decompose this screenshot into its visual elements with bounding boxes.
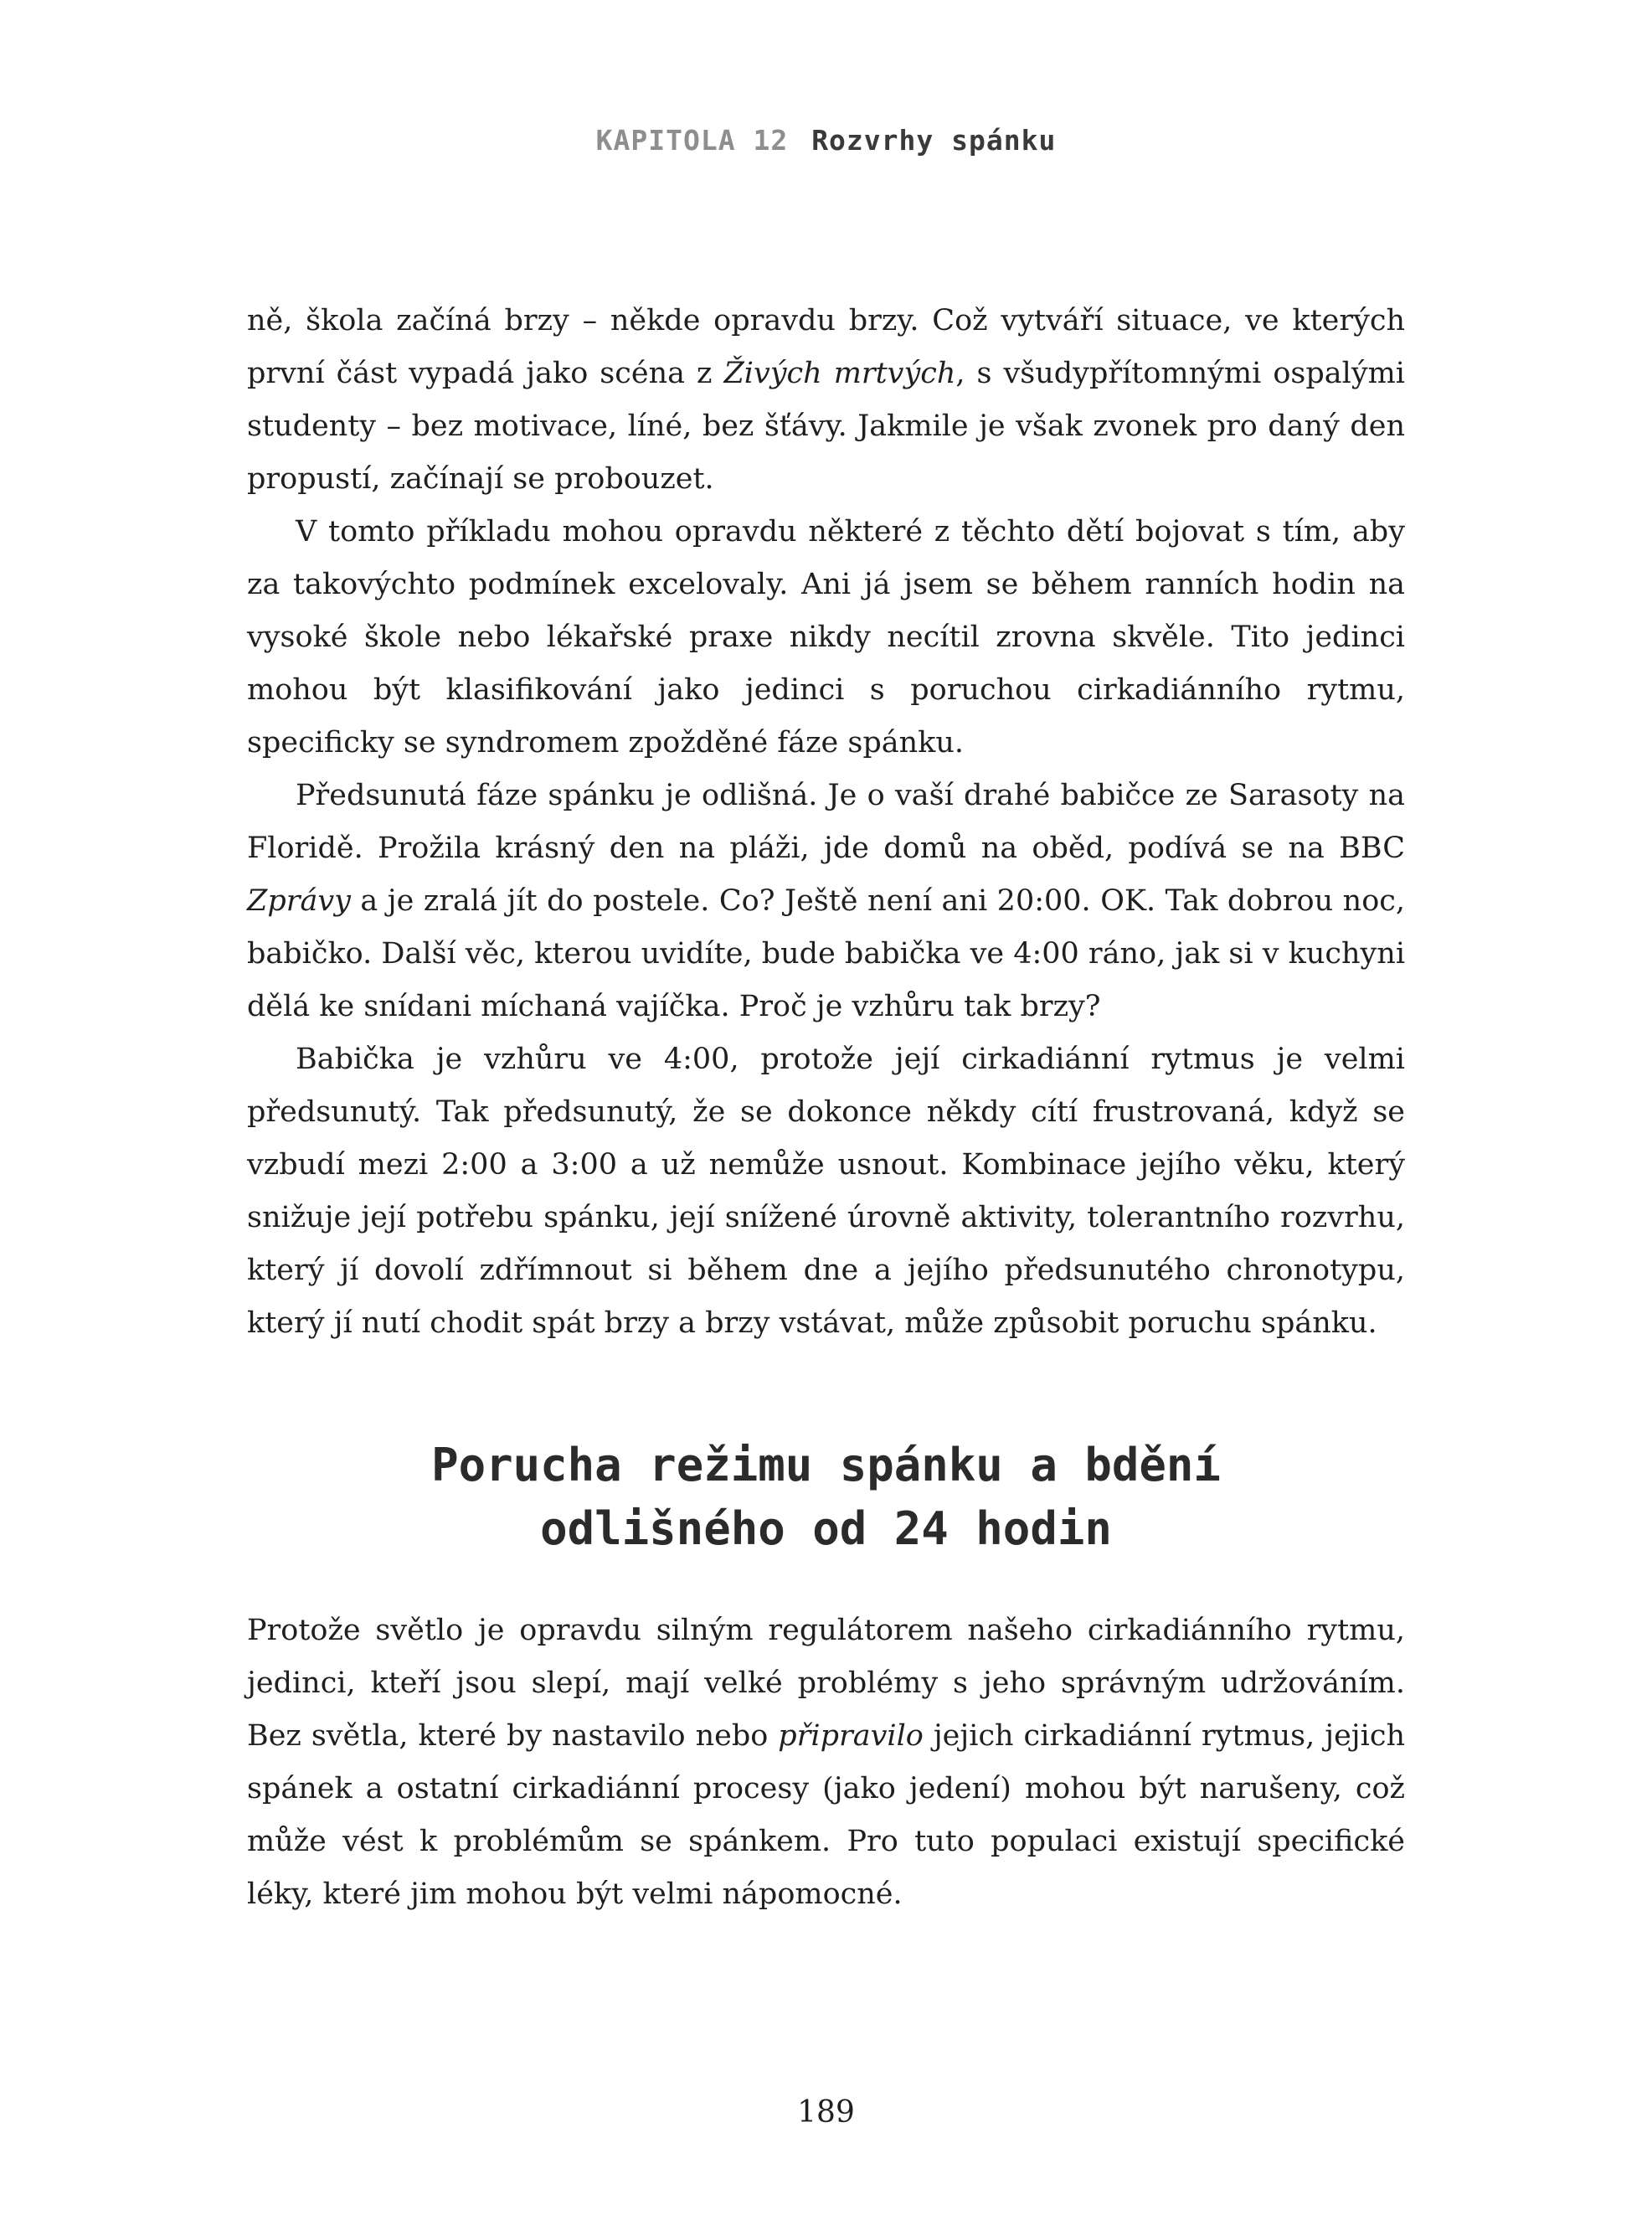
section-heading-line: odlišného od 24 hodin — [540, 1502, 1112, 1555]
paragraph — [247, 770, 1405, 1033]
italic-text-run: připravilo — [778, 1719, 924, 1753]
text-run: ně, škola začíná brzy – někde opravdu brzy. Což vytváří situace, ve kterých první část vypadá jako scéna z — [247, 304, 1405, 390]
paragraph — [247, 1604, 1405, 1921]
body-text — [247, 295, 1405, 1921]
paragraph — [247, 506, 1405, 770]
section-heading — [247, 1434, 1405, 1561]
text-run: Předsunutá fáze spánku je odlišná. Je o vaší drahé babičce ze Sarasoty na Floridě. Prožila krásný den na pláži, jde domů na oběd, podívá se na BBC — [247, 779, 1405, 865]
chapter-title: Rozvrhy spánku — [811, 124, 1057, 157]
chapter-label: KAPITOLA 12 — [595, 124, 789, 157]
paragraph — [247, 1033, 1405, 1350]
text-run: a je zralá jít do postele. Co? Ještě není ani 20:00. OK. Tak dobrou noc, babičko. Další věc, kterou uvidíte, bude babička ve 4:00 ráno, jak si v kuchyni dělá ke snídani míchaná vajíčka. Proč je vzhůru tak brzy? — [247, 884, 1406, 1023]
text-run: , s všudypřítomnými ospalými studenty – bez motivace, líné, bez šťávy. Jakmile je však zvonek pro daný den propustí, začínají se probouzet. — [247, 357, 1405, 496]
page-number: 189 — [797, 2095, 855, 2130]
text-run: Protože světlo je opravdu silným regulátorem našeho cirkadiánního rytmu, jedinci, kteří jsou slepí, mají velké problémy s jeho správným udržováním. Bez světla, které by nastavilo nebo — [247, 1614, 1405, 1753]
italic-text-run: Zprávy — [247, 884, 351, 918]
paragraph — [247, 295, 1405, 506]
text-run: V tomto příkladu mohou opravdu některé z těchto dětí bojovat s tím, aby za takovýchto podmínek excelovaly. Ani já jsem se během ranních hodin na vysoké škole nebo lékařské praxe nikdy necítil zrovna skvěle. Tito jedinci mohou být klasifikování jako jedinci s poruchou cirkadiánního rytmu, specificky se syndromem zpožděné fáze spánku. — [247, 515, 1405, 760]
text-run: Babička je vzhůru ve 4:00, protože její cirkadiánní rytmus je velmi předsunutý. Tak předsunutý, že se dokonce někdy cítí frustrovaná, když se vzbudí mezi 2:00 a 3:00 a už nemůže usnout. Kombinace jejího věku, který snižuje její potřebu spánku, její snížené úrovně aktivity, tolerantního rozvrhu, který jí dovolí zdřímnout si během dne a jejího předsunutého chronotypu, který jí nutí chodit spát brzy a brzy vstávat, může způsobit poruchu spánku. — [247, 1043, 1405, 1340]
text-run: jejich cirkadiánní rytmus, jejich spánek a ostatní cirkadiánní procesy (jako jedení) mohou být narušeny, což může vést k problémům se spánkem. Pro tuto populaci existují specifické léky, které jim mohou být velmi nápomocné. — [247, 1719, 1405, 1911]
running-header — [0, 124, 1652, 157]
italic-text-run: Živých mrtvých — [723, 357, 956, 390]
section-heading-line: Porucha režimu spánku a bdění — [431, 1439, 1221, 1491]
